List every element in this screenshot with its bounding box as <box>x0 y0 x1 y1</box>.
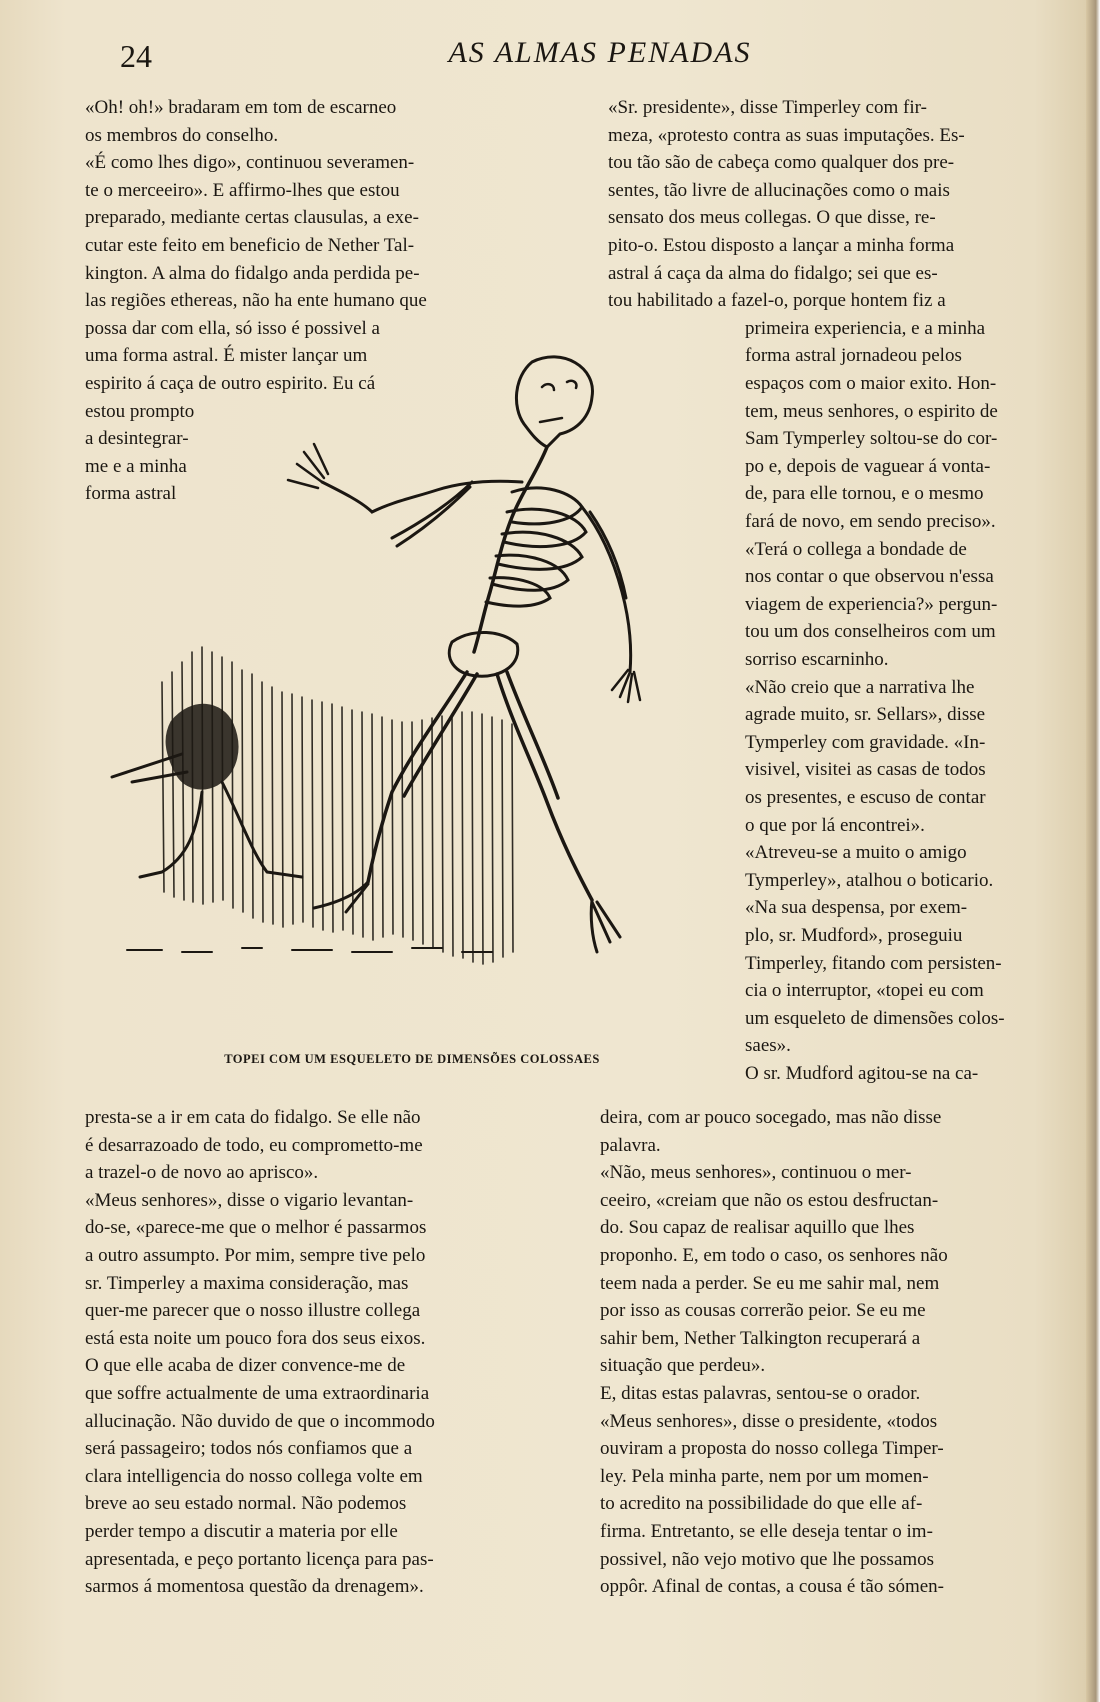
text-line: primeira experiencia, e a minha <box>745 317 986 339</box>
text-line: apresentada, e peço portanto licença para pas- <box>85 1548 434 1570</box>
text-line: ley. Pela minha parte, nem por um momen- <box>600 1465 929 1487</box>
text-line: astral á caça da alma do fidalgo; sei que es- <box>608 262 938 284</box>
text-line: visivel, visitei as casas de todos <box>745 759 986 781</box>
text-line: pito-o. Estou disposto a lançar a minha forma <box>608 235 955 256</box>
text-line: Tymperley», atalhou o boticario. <box>745 869 994 891</box>
text-line: meza, «protesto contra as suas imputações. Es- <box>608 124 965 146</box>
text-line: quer-me parecer que o nosso illustre collega <box>85 1300 421 1322</box>
text-line: E, ditas estas palavras, sentou-se o orador. <box>600 1383 921 1404</box>
text-line: sarmos á momentosa questão da drenagem». <box>85 1576 424 1598</box>
text-line: proponho. E, em todo o caso, os senhores não <box>600 1245 948 1266</box>
text-line: palavra. <box>600 1134 661 1156</box>
text-line: os membros do conselho. <box>85 124 279 146</box>
text-line: O sr. Mudford agitou-se na ca- <box>745 1063 979 1084</box>
text-line: fará de novo, em sendo preciso». <box>745 511 996 532</box>
text-line: sensato dos meus collegas. O que disse, re- <box>608 207 936 229</box>
text-line: allucinação. Não duvido de que o incommodo <box>85 1410 435 1432</box>
text-line: sahir bem, Nether Talkington recuperará a <box>600 1327 921 1349</box>
text-line: do-se, «parece-me que o melhor é passarmos <box>85 1217 427 1239</box>
text-line: Sam Tymperley soltou-se do cor- <box>745 428 998 450</box>
text-line: plo, sr. Mudford», proseguiu <box>745 925 963 946</box>
text-line: breve ao seu estado normal. Não podemos <box>85 1493 407 1515</box>
skeleton-illustration <box>92 352 702 1042</box>
text-line: possa dar com ella, só isso é possivel a <box>85 317 380 339</box>
text-line: possivel, não vejo motivo que lhe possamos <box>600 1548 935 1570</box>
running-title: AS ALMAS PENADAS <box>448 36 752 69</box>
text-line: que soffre actualmente de uma extraordinaria <box>85 1383 430 1404</box>
text-line: tou um dos conselheiros com um <box>745 621 996 643</box>
text-line: perder tempo a discutir a materia por elle <box>85 1521 398 1542</box>
text-line: me e a minha <box>85 455 187 477</box>
text-line: está esta noite um pouco fora dos seus eixos. <box>85 1327 426 1349</box>
text-line: kington. A alma do fidalgo anda perdida pe- <box>85 262 420 284</box>
text-line: por isso as cousas correrão peior. Se eu me <box>600 1300 926 1322</box>
text-line: «Não creio que a narrativa lhe <box>745 676 975 698</box>
text-line: do. Sou capaz de realisar aquillo que lhes <box>600 1217 915 1239</box>
text-line: cia o interruptor, «topei eu com <box>745 980 984 1002</box>
text-line: ouviram a proposta do nosso collega Timper- <box>600 1438 944 1460</box>
text-line: a desintegrar- <box>85 428 189 450</box>
text-line: o que por lá encontrei». <box>745 814 925 836</box>
text-line: «Na sua despensa, por exem- <box>745 897 968 919</box>
text-line: sr. Timperley a maxima consideração, mas <box>85 1272 409 1294</box>
text-line: de, para elle tornou, e o mesmo <box>745 483 984 505</box>
text-line: clara intelligencia do nosso collega volte em <box>85 1465 423 1487</box>
text-line: situação que perdeu». <box>600 1355 766 1377</box>
text-line: será passageiro; todos nós confiamos que a <box>85 1438 413 1460</box>
text-line: uma forma astral. É mister lançar um <box>85 345 368 367</box>
text-line: agrade muito, sr. Sellars», disse <box>745 704 986 726</box>
text-line: é desarrazoado de todo, eu comprometto-me <box>85 1134 423 1156</box>
text-line: «Atreveu-se a muito o amigo <box>745 842 967 864</box>
text-line: cutar este feito em beneficio de Nether Tal- <box>85 235 415 256</box>
text-line: sorriso escarninho. <box>745 649 889 670</box>
text-line: forma astral jornadeou pelos <box>745 345 962 367</box>
text-line: firma. Entretanto, se elle deseja tentar o im- <box>600 1521 933 1542</box>
text-line: um esqueleto de dimensões colos- <box>745 1007 1005 1029</box>
text-line: tem, meus senhores, o espirito de <box>745 400 998 422</box>
text-line: te o merceeiro». E affirmo-lhes que estou <box>85 179 400 201</box>
text-line: oppôr. Afinal de contas, a cousa é tão sómen- <box>600 1576 945 1598</box>
text-line: «Meus senhores», disse o presidente, «todos <box>600 1410 938 1432</box>
text-line: «É como lhes digo», continuou severamen- <box>85 152 415 174</box>
text-line: os presentes, e escuso de contar <box>745 787 986 808</box>
page-number: 24 <box>120 38 152 74</box>
illustration-caption: TOPEI COM UM ESQUELETO DE DIMENSÕES COLOSSAES <box>224 1052 600 1066</box>
text-line: Tymperley com gravidade. «In- <box>745 731 986 753</box>
text-line: «Terá o collega a bondade de <box>745 538 967 560</box>
text-line: preparado, mediante certas clausulas, a exe- <box>85 207 419 229</box>
text-line: «Meus senhores», disse o vigario levantan- <box>85 1189 414 1211</box>
text-line: ceeiro, «creiam que não os estou desfructan- <box>600 1189 939 1211</box>
text-line: sentes, tão livre de allucinações como o mais <box>608 179 950 201</box>
text-line: tou tão são de cabeça como qualquer dos pre- <box>608 152 955 174</box>
text-line: «Não, meus senhores», continuou o mer- <box>600 1162 912 1184</box>
text-line: forma astral <box>85 483 177 505</box>
text-line: teem nada a perder. Se eu me sahir mal, nem <box>600 1272 940 1294</box>
text-line: a trazel-o de novo ao aprisco». <box>85 1162 319 1184</box>
text-line: las regiões ethereas, não ha ente humano que <box>85 290 427 312</box>
text-line: «Oh! oh!» bradaram em tom de escarneo <box>85 97 397 118</box>
text-line: Timperley, fitando com persisten- <box>745 952 1002 974</box>
text-line: po e, depois de vaguear á vonta- <box>745 455 991 477</box>
text-line: tou habilitado a fazel-o, porque hontem fiz a <box>608 290 946 312</box>
text-line: presta-se a ir em cata do fidalgo. Se elle não <box>85 1107 421 1128</box>
text-line: viagem de experiencia?» pergun- <box>745 593 998 615</box>
text-line: saes». <box>745 1035 791 1057</box>
text-line: espaços com o maior exito. Hon- <box>745 373 997 394</box>
text-line: estou prompto <box>85 400 195 422</box>
text-line: nos contar o que observou n'essa <box>745 566 994 588</box>
text-line: O que elle acaba de dizer convence-me de <box>85 1355 406 1377</box>
text-line: «Sr. presidente», disse Timperley com fir- <box>608 97 927 118</box>
text-line: to acredito na possibilidade do que elle af- <box>600 1493 923 1515</box>
text-line: espirito á caça de outro espirito. Eu cá <box>85 373 376 394</box>
page-edge <box>1086 0 1100 1702</box>
text-line: a outro assumpto. Por mim, sempre tive pelo <box>85 1245 426 1266</box>
text-line: deira, com ar pouco socegado, mas não disse <box>600 1107 942 1128</box>
